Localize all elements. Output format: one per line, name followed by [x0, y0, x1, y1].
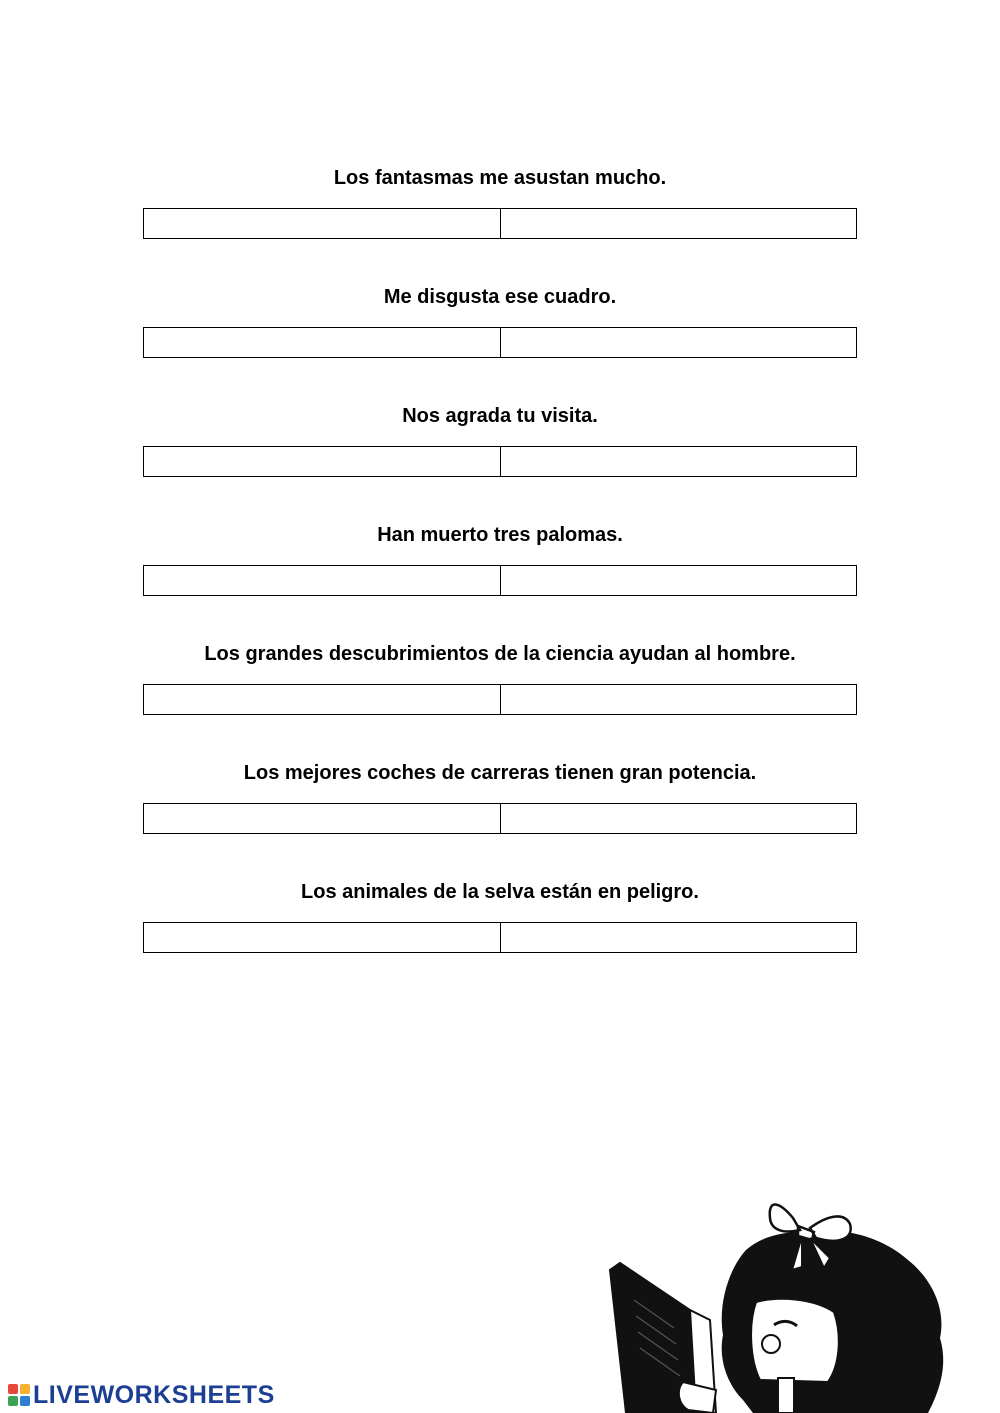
answer-field-right[interactable]	[500, 328, 857, 357]
exercise-sentence: Los animales de la selva están en peligro.	[301, 881, 699, 903]
exercise-sentence: Los grandes descubrimientos de la ciencia ayudan al hombre.	[204, 643, 796, 665]
brand-logo	[8, 1381, 275, 1409]
exercise-4	[143, 523, 857, 547]
answer-field-left[interactable]	[144, 328, 500, 357]
exercise-3	[143, 404, 857, 428]
brand-mark-square	[20, 1396, 30, 1406]
answer-field-left[interactable]	[144, 209, 500, 238]
answer-field-right[interactable]	[500, 209, 857, 238]
answer-field-left[interactable]	[144, 685, 500, 714]
answer-field-left[interactable]	[144, 566, 500, 595]
exercise-sentence: Me disgusta ese cuadro.	[383, 286, 617, 308]
brand-name: LIVEWORKSHEETS	[33, 1381, 275, 1409]
exercise-sentence: Han muerto tres palomas.	[377, 524, 623, 546]
exercise-2	[143, 285, 857, 309]
neck-shape	[778, 1378, 794, 1413]
exercise-6	[143, 761, 857, 785]
answer-row	[143, 565, 857, 596]
brand-mark-square	[8, 1396, 18, 1406]
brand-mark-square	[20, 1384, 30, 1394]
answer-field-left[interactable]	[144, 447, 500, 476]
exercise-sentence: Los mejores coches de carreras tienen gran potencia.	[243, 762, 757, 784]
answer-field-right[interactable]	[500, 685, 857, 714]
answer-row	[143, 327, 857, 358]
answer-row	[143, 446, 857, 477]
brand-mark-square	[8, 1384, 18, 1394]
exercise-1	[143, 166, 857, 190]
answer-field-right[interactable]	[500, 447, 857, 476]
answer-row	[143, 208, 857, 239]
nose-shape	[762, 1335, 780, 1353]
answer-field-right[interactable]	[500, 923, 857, 952]
brand-mark-icon	[8, 1384, 30, 1406]
exercise-sentence: Los fantasmas me asustan mucho.	[333, 167, 667, 189]
answer-row	[143, 922, 857, 953]
exercise-sentence: Nos agrada tu visita.	[402, 405, 598, 427]
answer-field-right[interactable]	[500, 804, 857, 833]
girl-reading-illustration	[578, 1120, 984, 1413]
answer-row	[143, 684, 857, 715]
answer-field-right[interactable]	[500, 566, 857, 595]
exercise-7	[143, 880, 857, 904]
answer-row	[143, 803, 857, 834]
answer-field-left[interactable]	[144, 804, 500, 833]
exercise-5	[143, 642, 857, 666]
answer-field-left[interactable]	[144, 923, 500, 952]
